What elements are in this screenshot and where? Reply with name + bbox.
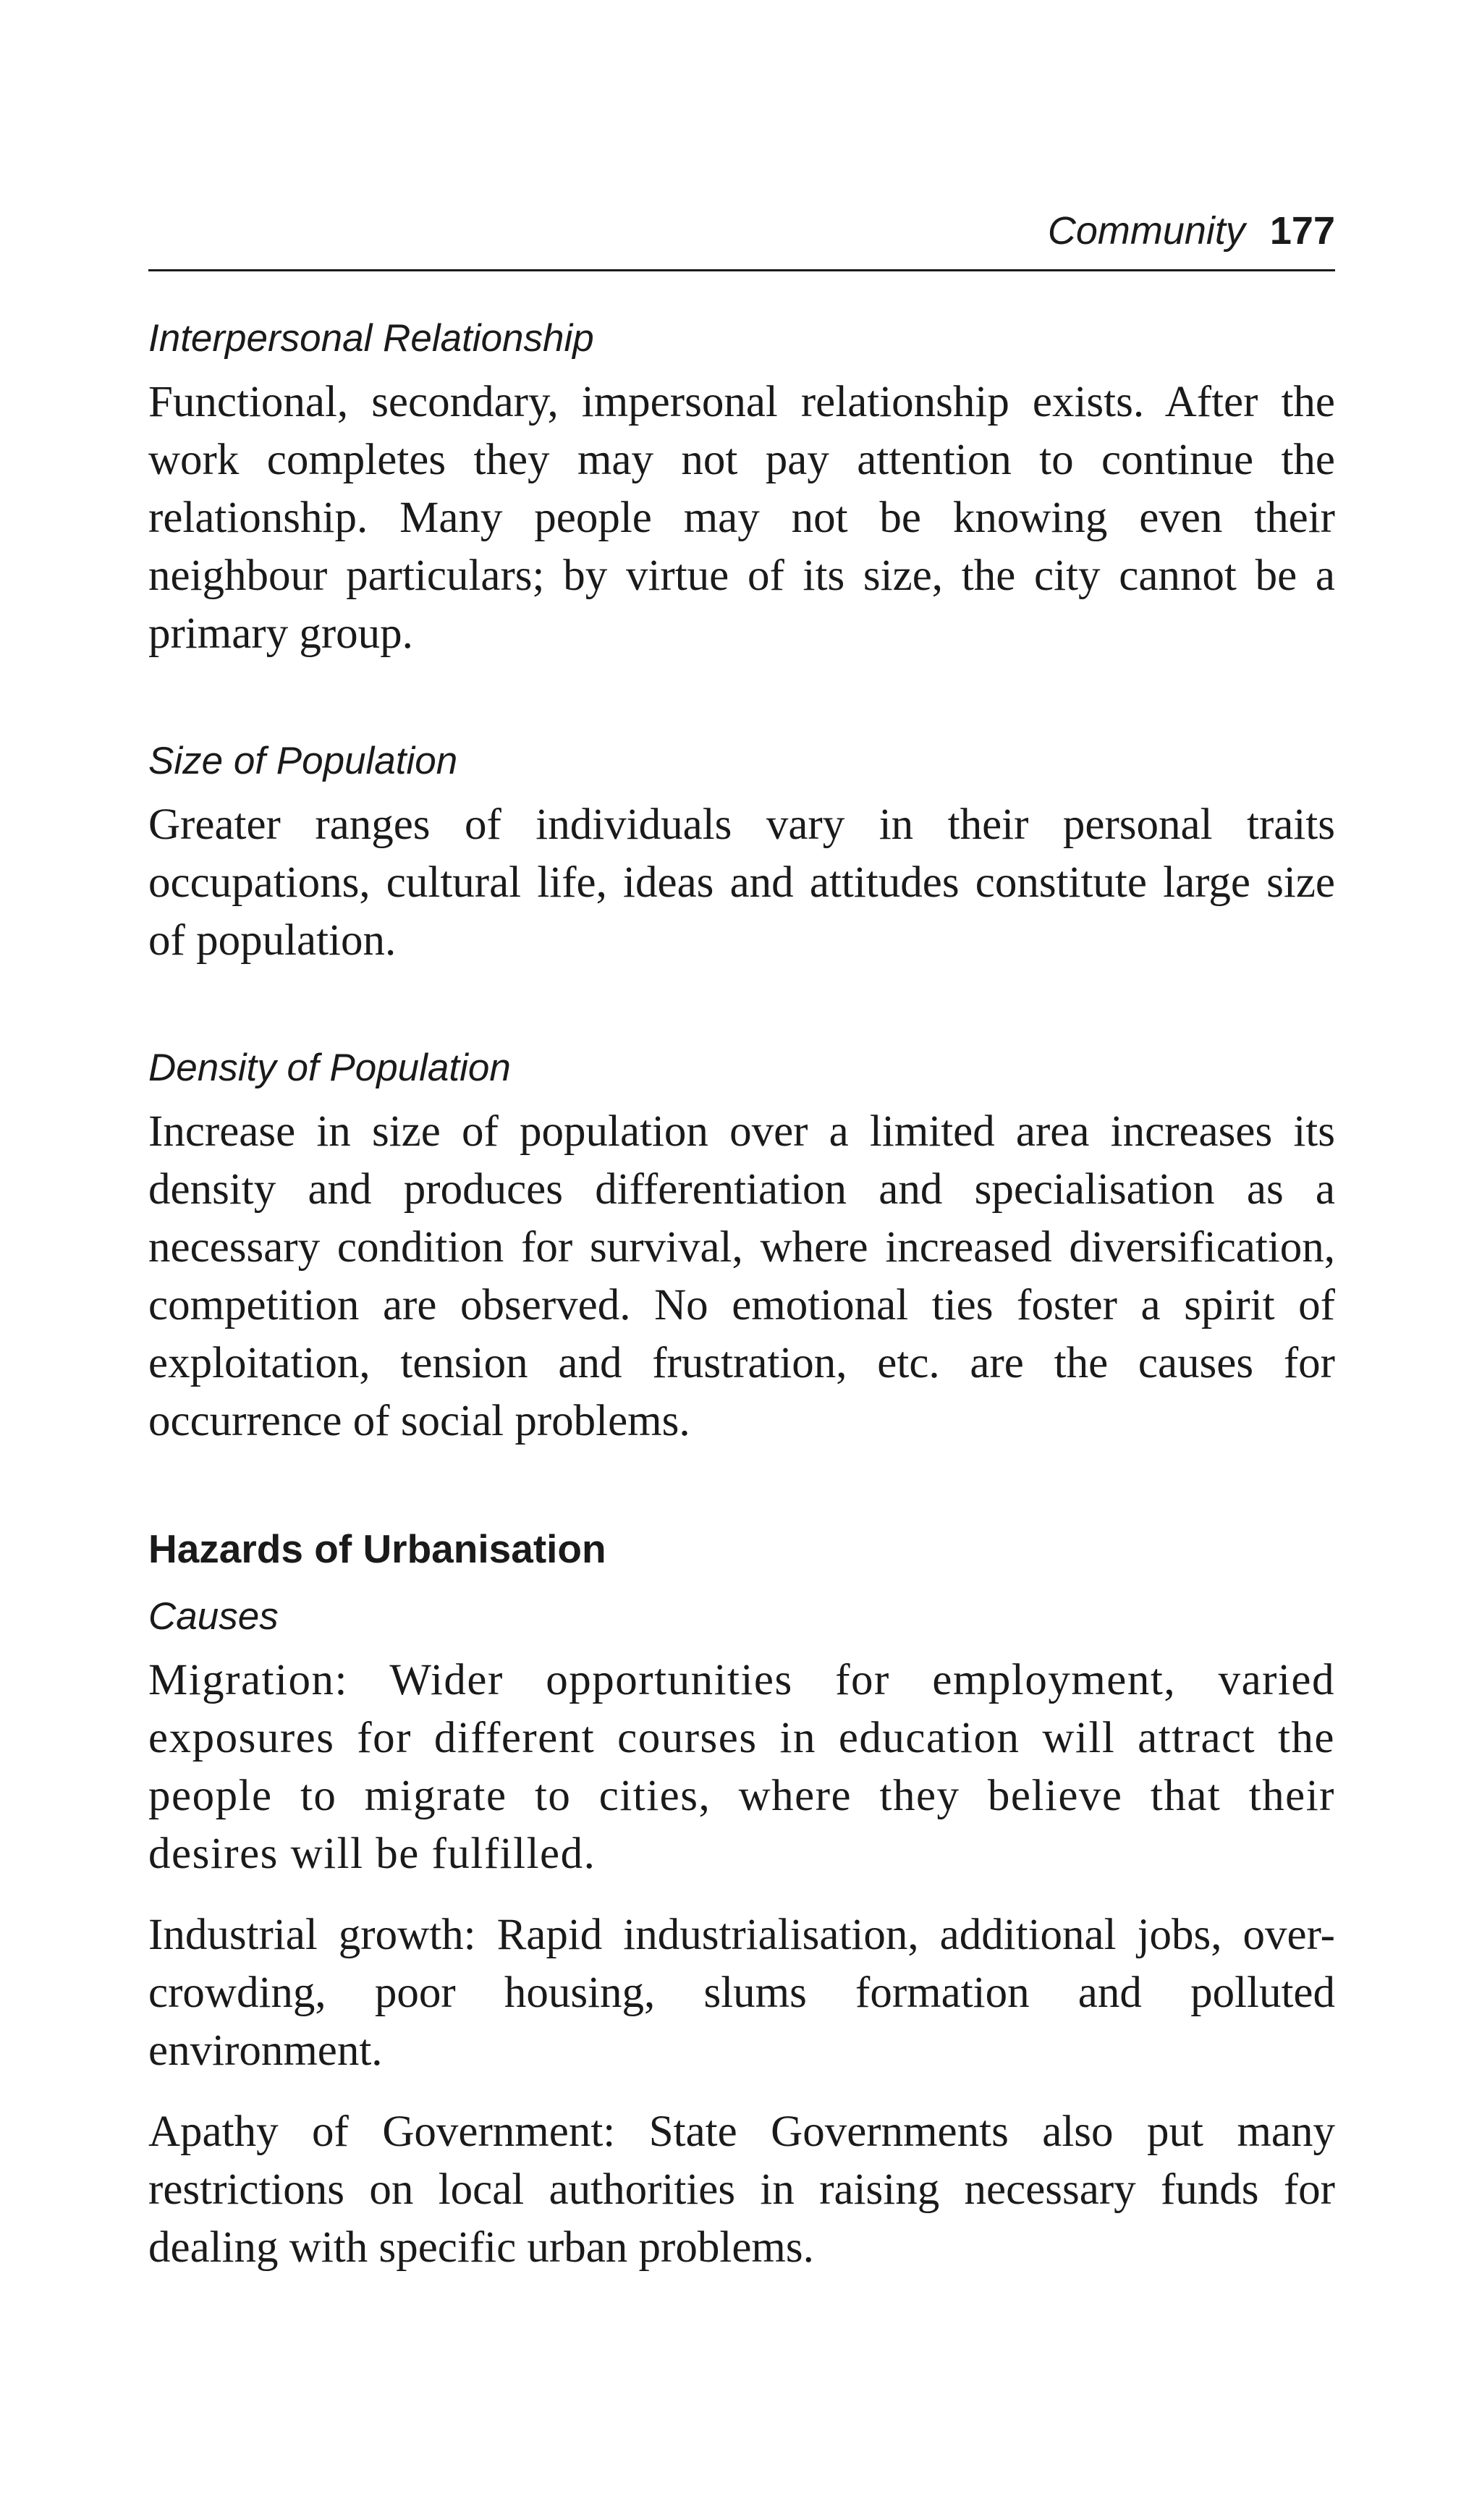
page-number: 177 [1269, 209, 1335, 253]
running-head-section: Community [1047, 209, 1245, 253]
page-content [148, 313, 1335, 2277]
subheading-interpersonal-relationship: Interpersonal Relationship [148, 317, 594, 360]
paragraph-industrial-growth: Industrial growth: Rapid industrialisation, additional jobs, over-crowding, poor housing, slums formation and polluted environment. [148, 1911, 1335, 2075]
paragraph-migration: Migration: Wider opportunities for employment, varied exposures for different courses in education will attract the people to migrate to cities, where they believe that their desires will be fulfilled. [148, 1656, 1335, 1878]
paragraph-density-of-population: Increase in size of population over a limited area increases its density and produces differentiation and specialisation as a necessary condition for survival, where increased diversification, competition are observed. No emotional ties foster a spirit of exploitation, tension and frustration, etc. are the causes for occurrence of social problems. [148, 1107, 1335, 1445]
subheading-density-of-population: Density of Population [148, 1047, 511, 1089]
heading-hazards-of-urbanisation: Hazards of Urbanisation [148, 1526, 606, 1571]
running-head [1047, 209, 1335, 253]
header-rule [148, 269, 1335, 271]
paragraph-interpersonal-relationship: Functional, secondary, impersonal relationship exists. After the work completes they may not pay attention to continue the relationship. Many people may not be knowing even their neighbour particulars; by virtue of its size, the city cannot be a primary group. [148, 378, 1335, 658]
subheading-size-of-population: Size of Population [148, 740, 458, 782]
paragraph-apathy-of-government: Apathy of Government: State Governments also put many restrictions on local authorities in raising necessary funds for dealing with specific urban problems. [148, 2107, 1335, 2272]
subheading-causes: Causes [148, 1595, 279, 1638]
paragraph-size-of-population: Greater ranges of individuals vary in their personal traits occupations, cultural life, ideas and attitudes constitute large size of population. [148, 800, 1335, 965]
